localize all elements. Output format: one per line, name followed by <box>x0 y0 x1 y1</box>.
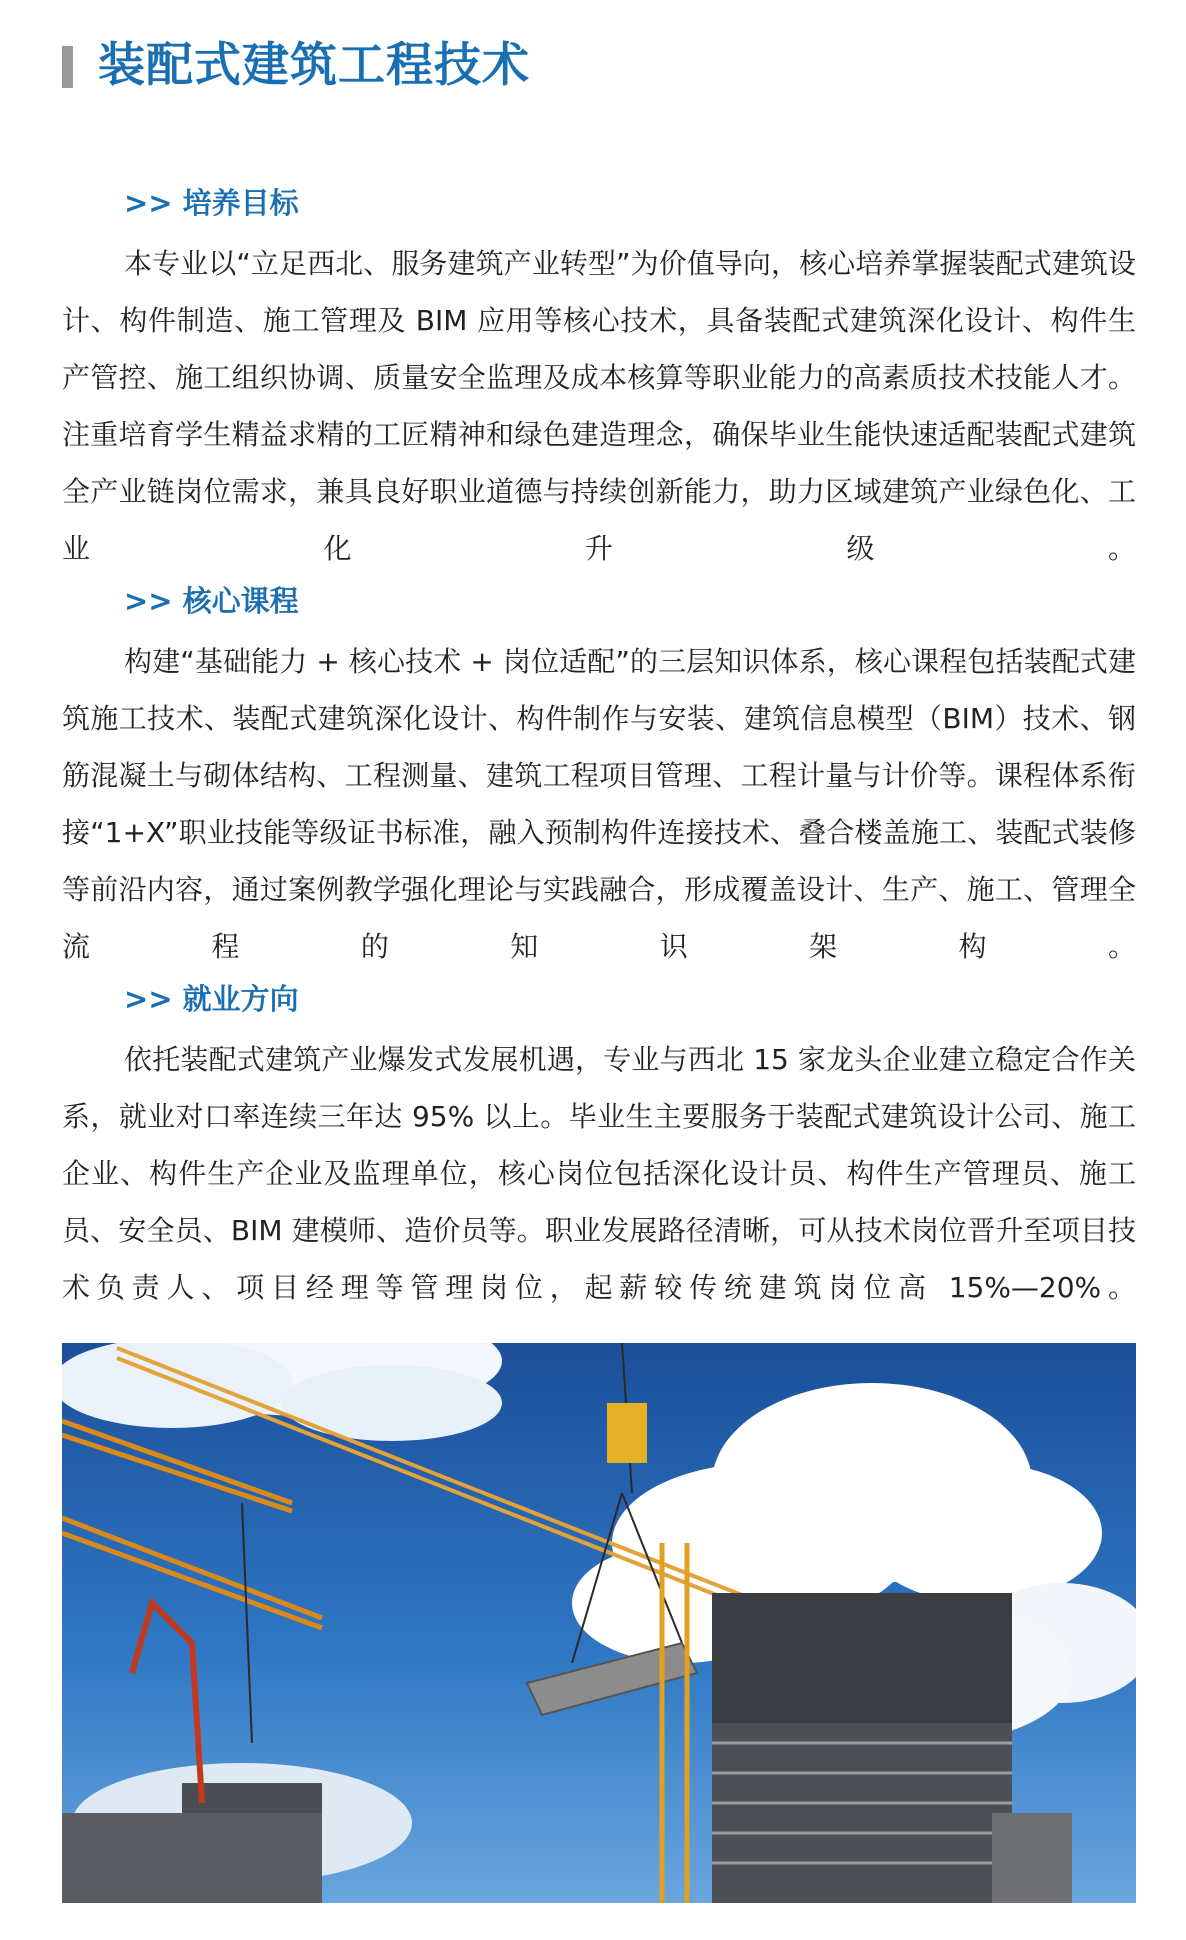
section-heading-employment <box>124 979 299 1019</box>
section-heading-label: 培养目标 <box>182 186 299 220</box>
page-title: 装配式建筑工程技术 <box>98 38 530 93</box>
double-chevron-icon: >> <box>124 186 173 220</box>
double-chevron-icon: >> <box>124 982 173 1016</box>
section-heading-label: 核心课程 <box>182 584 299 618</box>
section-heading-label: 就业方向 <box>182 982 299 1016</box>
crane-hook-block <box>607 1403 647 1463</box>
paragraph-core-courses: 构建“基础能力 + 核心技术 + 岗位适配”的三层知识体系，核心课程包括装配式建筑施工技术、装配式建筑深化设计、构件制作与安装、建筑信息模型（BIM）技术、钢筋混凝土与砌体结构、工程测量、建筑工程项目管理、工程计量与计价等。课程体系衔接“1+X”职业技能等级证书标准，融入预制构件连接技术、叠合楼盖施工、装配式装修等前沿内容，通过案例教学强化理论与实践融合，形成覆盖设计、生产、施工、管理全流程的知识架构。 <box>62 645 1136 963</box>
paragraph-employment: 依托装配式建筑产业爆发式发展机遇，专业与西北 15 家龙头企业建立稳定合作关系，就业对口率连续三年达 95% 以上。毕业生主要服务于装配式建筑设计公司、施工企业、构件生产企业及监理单位，核心岗位包括深化设计员、构件生产管理员、施工员、安全员、BIM 建模师、造价员等。职业发展路径清晰，可从技术岗位晋升至项目技术负责人、项目经理等管理岗位，起薪较传统建筑岗位高 15%—20%。 <box>62 1043 1136 1304</box>
section-heading-core-courses <box>124 581 299 621</box>
section-heading-training-goal <box>124 183 299 223</box>
paragraph-training-goal: 本专业以“立足西北、服务建筑产业转型”为价值导向，核心培养掌握装配式建筑设计、构件制造、施工管理及 BIM 应用等核心技术，具备装配式建筑深化设计、构件生产管控、施工组织协调、质量安全监理及成本核算等职业能力的高素质技术技能人才。注重培育学生精益求精的工匠精神和绿色建造理念，确保毕业生能快速适配装配式建筑全产业链岗位需求，兼具良好职业道德与持续创新能力，助力区域建筑产业绿色化、工业化升级。 <box>62 247 1136 565</box>
tall-building <box>712 1593 1012 1903</box>
construction-site-photo <box>62 1343 1136 1903</box>
scaffolding <box>992 1813 1072 1903</box>
construction-illustration <box>62 1343 1136 1903</box>
double-chevron-icon: >> <box>124 584 173 618</box>
title-accent-bar <box>62 46 73 88</box>
